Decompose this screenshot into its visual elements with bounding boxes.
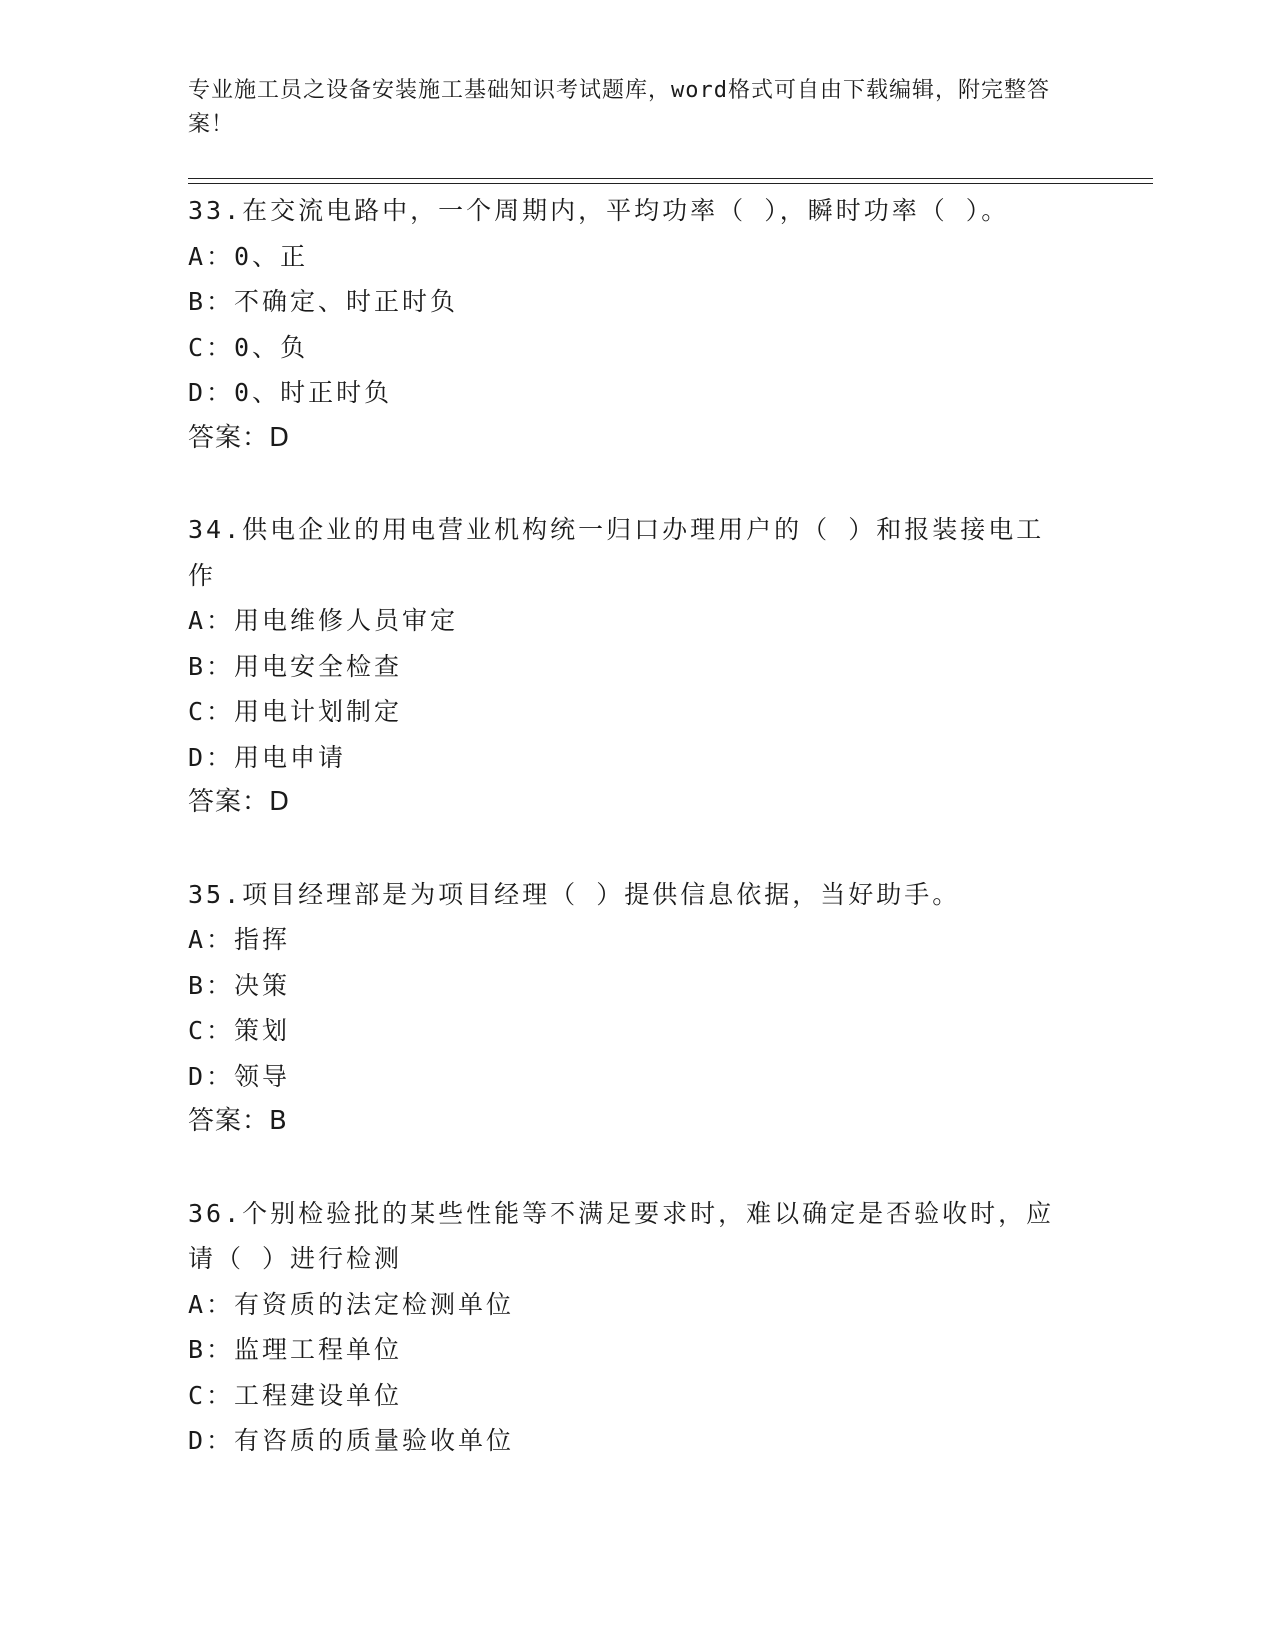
- answer: 答案：D: [188, 422, 291, 453]
- option-c: C：策划: [188, 1016, 291, 1045]
- answer: 答案：B: [188, 1106, 288, 1136]
- option-a: A：有资质的法定检测单位: [188, 1289, 515, 1319]
- question-36: [188, 1191, 1088, 1464]
- option-b: B：用电安全检查: [188, 651, 403, 681]
- question-34: [188, 507, 1088, 826]
- question-text: 36.个别检验批的某些性能等不满足要求时，难以确定是否验收时，应请（ ）进行检测: [188, 1198, 1055, 1273]
- question-text: 35.项目经理部是为项目经理（ ）提供信息依据，当好助手。: [188, 879, 961, 909]
- option-c: C：工程建设单位: [188, 1380, 403, 1410]
- question-text: 34.供电企业的用电营业机构统一归口办理用户的（ ）和报装接电工作: [188, 515, 1045, 590]
- header-rule-bottom: [188, 183, 1153, 184]
- question-35: [188, 872, 1088, 1145]
- question-list: [188, 188, 1088, 1510]
- question-33: [188, 188, 1088, 461]
- option-d: D：0、时正时负: [188, 378, 393, 407]
- option-a: A：用电维修人员审定: [188, 606, 459, 635]
- option-c: C：0、负: [188, 332, 309, 362]
- option-d: D：领导: [188, 1061, 291, 1091]
- header-rule-top: [188, 178, 1153, 179]
- option-a: A：0、正: [188, 241, 309, 271]
- option-b: B：决策: [188, 970, 291, 1000]
- answer: 答案：D: [188, 787, 291, 817]
- option-b: B：监理工程单位: [188, 1335, 403, 1364]
- option-a: A：指挥: [188, 925, 291, 954]
- question-text: 33.在交流电路中，一个周期内，平均功率（ ），瞬时功率（ ）。: [188, 196, 1010, 225]
- document-header: 专业施工员之设备安装施工基础知识考试题库，word格式可自由下载编辑，附完整答案！: [188, 78, 1050, 137]
- option-b: B：不确定、时正时负: [188, 287, 459, 316]
- option-d: D：有咨质的质量验收单位: [188, 1426, 515, 1455]
- option-c: C：用电计划制定: [188, 697, 403, 726]
- option-d: D：用电申请: [188, 742, 347, 772]
